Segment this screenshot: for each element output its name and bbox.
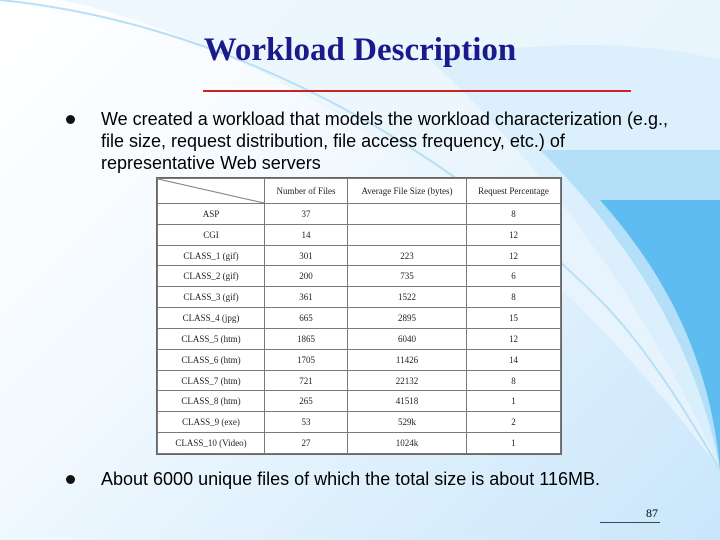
table-cell: 361 — [265, 287, 348, 308]
table-cell: 8 — [467, 287, 561, 308]
column-header: Number of Files — [265, 179, 348, 204]
table-row — [158, 433, 561, 454]
table-cell: 301 — [265, 245, 348, 266]
table-row — [158, 349, 561, 370]
column-header: Average File Size (bytes) — [348, 179, 467, 204]
row-label-cell: CLASS_9 (exe) — [158, 412, 265, 433]
row-label-cell: CLASS_8 (htm) — [158, 391, 265, 412]
table-cell: 8 — [467, 370, 561, 391]
table-corner-cell — [158, 179, 265, 204]
table-row — [158, 412, 561, 433]
table-cell — [348, 204, 467, 225]
table-cell: 529k — [348, 412, 467, 433]
workload-table — [156, 177, 562, 455]
table-body — [158, 204, 561, 454]
table-row — [158, 370, 561, 391]
row-label-cell: CLASS_3 (gif) — [158, 287, 265, 308]
table-row — [158, 308, 561, 329]
row-label-cell: ASP — [158, 204, 265, 225]
table-cell: 14 — [467, 349, 561, 370]
row-label-cell: CLASS_2 (gif) — [158, 266, 265, 287]
footer-rule — [600, 522, 660, 523]
table-cell: 223 — [348, 245, 467, 266]
table-cell: 735 — [348, 266, 467, 287]
table-cell: 14 — [265, 224, 348, 245]
bullet-text-1: We created a workload that models the workload characterization (e.g., file size, request distribution, file access frequency, etc.) of representative Web servers — [101, 109, 668, 173]
table-row — [158, 391, 561, 412]
table-cell: 6 — [467, 266, 561, 287]
row-label-cell: CLASS_4 (jpg) — [158, 308, 265, 329]
slide-title: Workload Description — [203, 32, 517, 68]
table-cell: 15 — [467, 308, 561, 329]
table-row — [158, 245, 561, 266]
table-header-row — [158, 179, 561, 204]
table-cell: 1 — [467, 433, 561, 454]
column-header: Request Percentage — [467, 179, 561, 204]
bullet-icon — [66, 475, 75, 484]
table-row — [158, 328, 561, 349]
table-row — [158, 287, 561, 308]
row-label-cell: CLASS_7 (htm) — [158, 370, 265, 391]
table-cell: 1024k — [348, 433, 467, 454]
table-cell — [348, 224, 467, 245]
table-cell: 1705 — [265, 349, 348, 370]
row-label-cell: CLASS_10 (Video) — [158, 433, 265, 454]
table-cell: 265 — [265, 391, 348, 412]
page-number: 87 — [646, 506, 658, 520]
table-row — [158, 224, 561, 245]
title-underline — [203, 90, 631, 92]
table-cell: 22132 — [348, 370, 467, 391]
table-cell: 665 — [265, 308, 348, 329]
table-cell: 6040 — [348, 328, 467, 349]
table-cell: 12 — [467, 245, 561, 266]
table-cell: 37 — [265, 204, 348, 225]
row-label-cell: CLASS_5 (htm) — [158, 328, 265, 349]
table-cell: 53 — [265, 412, 348, 433]
table-cell: 12 — [467, 328, 561, 349]
bullet-icon — [66, 115, 75, 124]
table-cell: 200 — [265, 266, 348, 287]
table-cell: 721 — [265, 370, 348, 391]
table-row — [158, 204, 561, 225]
row-label-cell: CLASS_1 (gif) — [158, 245, 265, 266]
table-cell: 11426 — [348, 349, 467, 370]
table-cell: 41518 — [348, 391, 467, 412]
table-cell: 1865 — [265, 328, 348, 349]
table-cell: 1 — [467, 391, 561, 412]
table-cell: 12 — [467, 224, 561, 245]
table-cell: 8 — [467, 204, 561, 225]
table-row — [158, 266, 561, 287]
row-label-cell: CGI — [158, 224, 265, 245]
row-label-cell: CLASS_6 (htm) — [158, 349, 265, 370]
table-cell: 1522 — [348, 287, 467, 308]
table-cell: 27 — [265, 433, 348, 454]
table-cell: 2 — [467, 412, 561, 433]
table-cell: 2895 — [348, 308, 467, 329]
bullet-text-2: About 6000 unique files of which the total size is about 116MB. — [101, 469, 600, 489]
